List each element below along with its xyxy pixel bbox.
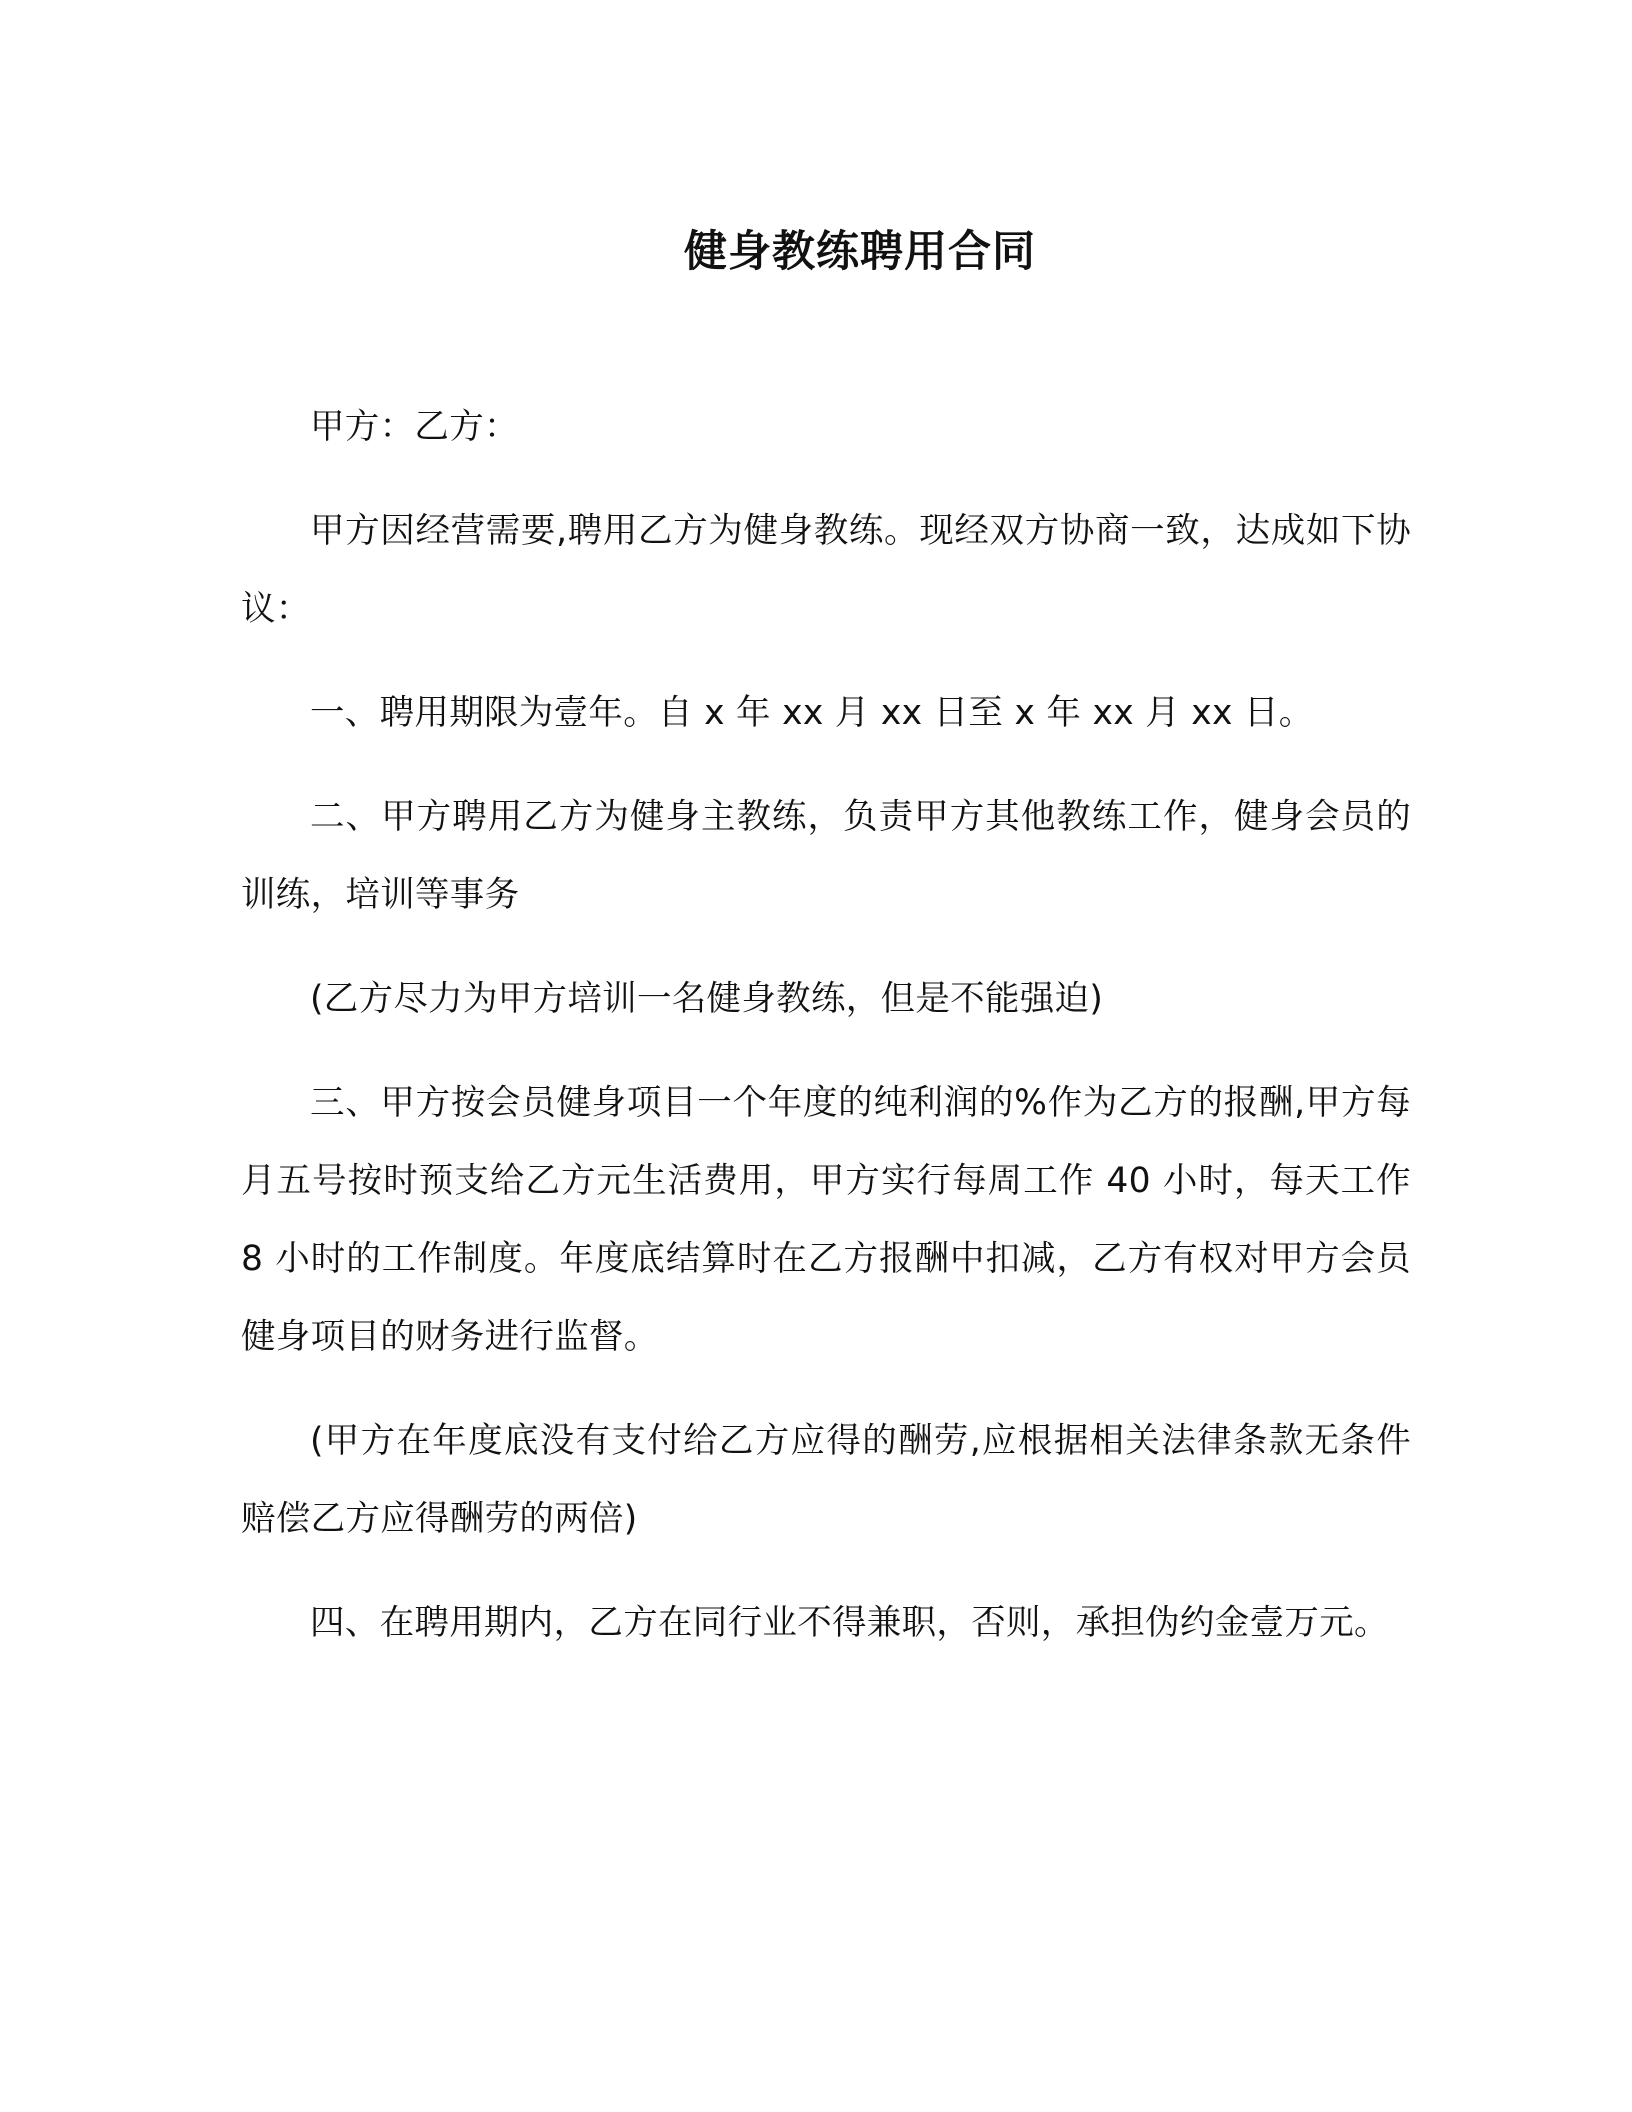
parties-line: 甲方：乙方： [310, 407, 519, 447]
clause-2-duties: 二、甲方聘用乙方为健身主教练，负责甲方其他教练工作，健身会员的训练，培训等事务 [241, 797, 1411, 915]
preamble-paragraph: 甲方因经营需要,聘用乙方为健身教练。现经双方协商一致，达成如下协议： [241, 511, 1411, 629]
clause-3-note: (甲方在年度底没有支付给乙方应得的酬劳,应根据相关法律条款无条件赔偿乙方应得酬劳的两倍) [241, 1421, 1411, 1539]
clause-1-term: 一、聘用期限为壹年。自 x 年 xx 月 xx 日至 x 年 xx 月 xx 日。 [310, 693, 1314, 733]
clause-3-compensation: 三、甲方按会员健身项目一个年度的纯利润的%作为乙方的报酬,甲方每月五号按时预支给乙方元生活费用，甲方实行每周工作 40 小时，每天工作 8 小时的工作制度。年度底结算时在乙方报酬中扣减，乙方有权对甲方会员健身项目的财务进行监督。 [241, 1083, 1411, 1357]
clause-4-exclusivity: 四、在聘用期内，乙方在同行业不得兼职，否则，承担伪约金壹万元。 [310, 1603, 1389, 1643]
clause-2-note: (乙方尽力为甲方培训一名健身教练，但是不能强迫) [310, 979, 1104, 1019]
document-title: 健身教练聘用合同 [684, 227, 1036, 277]
document-body [241, 388, 1411, 1688]
